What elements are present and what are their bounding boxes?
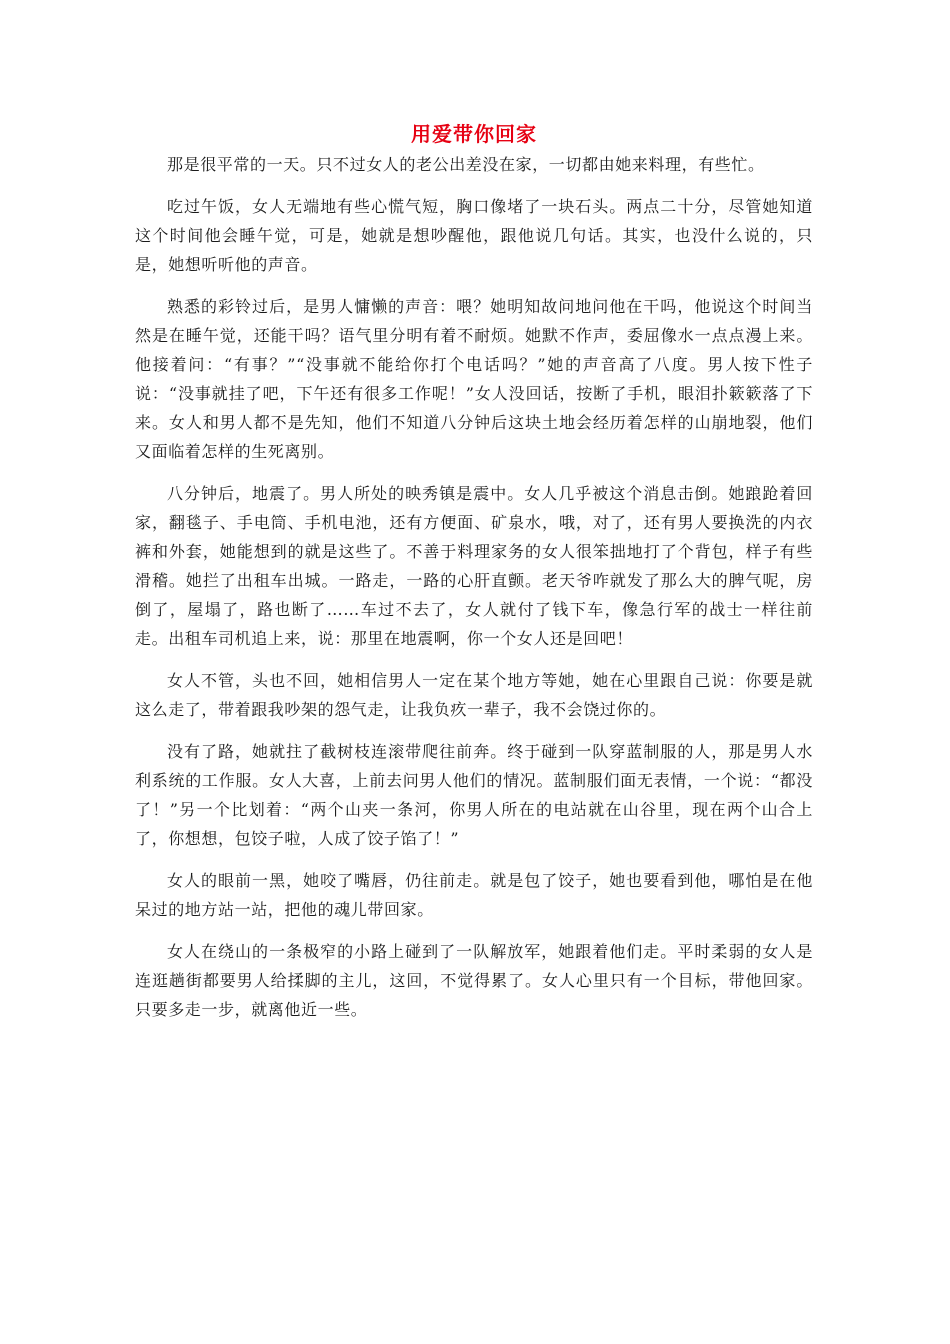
paragraph-5: 女人不管，头也不回，她相信男人一定在某个地方等她，她在心里跟自己说：你要是就这么走了，带着跟我吵架的怨气走，让我负疚一辈子，我不会饶过你的。: [135, 671, 813, 719]
paragraph-6: 没有了路，她就拄了截树枝连滚带爬往前奔。终于碰到一队穿蓝制服的人，那是男人水利系统的工作服。女人大喜，上前去问男人他们的情况。蓝制服们面无表情，一个说：“都没了！”另一个比划着：“两个山夹一条河，你男人所在的电站就在山谷里，现在两个山合上了，你想想，包饺子啦，人成了饺子馅了！”: [135, 742, 813, 848]
paragraph-3: 熟悉的彩铃过后，是男人慵懒的声音：喂？她明知故问地问他在干吗，他说这个时间当然是在睡午觉，还能干吗？语气里分明有着不耐烦。她默不作声，委屈像水一点点漫上来。他接着问：“有事？”“没事就不能给你打个电话吗？”她的声音高了八度。男人按下性子说：“没事就挂了吧，下午还有很多工作呢！”女人没回话，按断了手机，眼泪扑簌簌落了下来。女人和男人都不是先知，他们不知道八分钟后这块土地会经历着怎样的山崩地裂，他们又面临着怎样的生死离别。: [135, 297, 813, 461]
document-title: 用爱带你回家: [411, 122, 537, 146]
paragraph-4: 八分钟后，地震了。男人所处的映秀镇是震中。女人几乎被这个消息击倒。她踉跄着回家，翻毯子、手电筒、手机电池，还有方便面、矿泉水，哦，对了，还有男人要换洗的内衣裤和外套，她能想到的就是这些了。不善于料理家务的女人很笨拙地打了个背包，样子有些滑稽。她拦了出租车出城。一路走，一路的心肝直颤。老天爷咋就发了那么大的脾气呢，房倒了，屋塌了，路也断了……车过不去了，女人就付了钱下车，像急行军的战士一样往前走。出租车司机追上来，说：那里在地震啊，你一个女人还是回吧！: [135, 484, 813, 648]
paragraph-8: 女人在绕山的一条极窄的小路上碰到了一队解放军，她跟着他们走。平时柔弱的女人是连逛趟街都要男人给揉脚的主儿，这回，不觉得累了。女人心里只有一个目标，带他回家。只要多走一步，就离他近一些。: [135, 942, 813, 1019]
paragraph-2: 吃过午饭，女人无端地有些心慌气短，胸口像堵了一块石头。两点二十分，尽管她知道这个时间他会睡午觉，可是，她就是想吵醒他，跟他说几句话。其实，也没什么说的，只是，她想听听他的声音。: [135, 197, 813, 274]
paragraph-1: 那是很平常的一天。只不过女人的老公出差没在家，一切都由她来料理，有些忙。: [167, 155, 765, 174]
document-page: [135, 118, 813, 1037]
paragraph-7: 女人的眼前一黑，她咬了嘴唇，仍往前走。就是包了饺子，她也要看到他，哪怕是在他呆过的地方站一站，把他的魂儿带回家。: [135, 871, 813, 919]
